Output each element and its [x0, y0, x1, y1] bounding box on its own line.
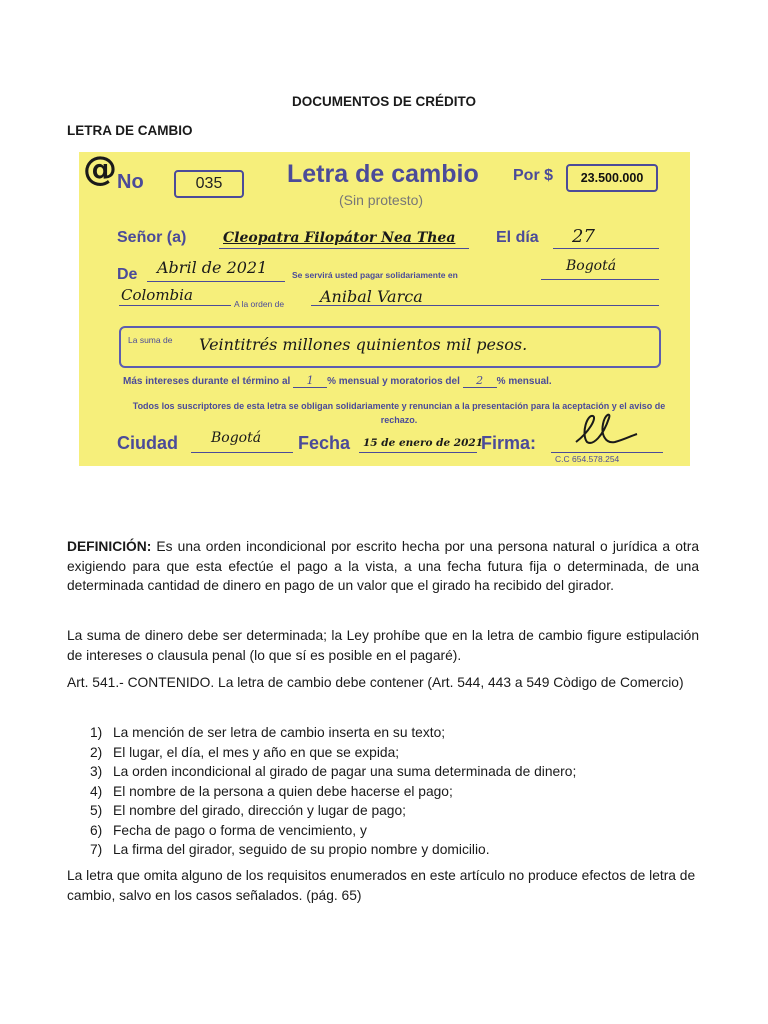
card-title: Letra de cambio — [287, 160, 479, 188]
city-value: Bogotá — [211, 430, 262, 446]
date-line — [359, 452, 477, 453]
amount-box: 23.500.000 — [566, 164, 658, 192]
list-item: 2) El lugar, el día, el mes y año en que se expida; — [90, 744, 400, 760]
at-sign-icon: @ — [83, 149, 117, 189]
interest-late-value: 2 — [463, 374, 497, 388]
drawee-value: Cleopatra Filopátor Nea Thea — [223, 230, 456, 246]
payment-country-line — [119, 305, 231, 306]
signature-label: Firma: — [481, 433, 537, 453]
card-subtitle: (Sin protesto) — [339, 192, 424, 208]
interest-part1: Más intereses durante el término al — [123, 376, 291, 387]
drawee-label: Señor (a) — [117, 229, 187, 246]
number-label: No — [117, 171, 144, 193]
list-item: 5) El nombre del girado, dirección y lugar de pago; — [90, 803, 406, 818]
payee-value: Anibal Varca — [320, 287, 423, 306]
definition-paragraph — [67, 537, 699, 596]
paragraph-omission-text: La letra que omita alguno de los requisitos enumerados en este artículo no produce efectos de letra de cambio, salvo en los casos señalados. (pág. 65) — [67, 868, 696, 903]
day-label: El día — [496, 229, 539, 246]
interest-monthly-value: 1 — [293, 374, 327, 388]
paragraph-article-text: Art. 541.- CONTENIDO. La letra de cambio debe contener (Art. 544, 443 a 549 Còdigo de Comercio) — [67, 675, 684, 690]
month-label: De — [117, 266, 138, 283]
number-box: 035 — [174, 170, 244, 198]
list-item: 6) Fecha de pago o forma de vencimiento, y — [90, 822, 367, 838]
payee-label: A la orden de — [234, 299, 285, 309]
interest-part2: % mensual y moratorios del — [327, 376, 460, 387]
paragraph-article — [67, 673, 699, 693]
sum-value: Veintitrés millones quinientos mil pesos. — [199, 335, 528, 354]
payment-city-value: Bogotá — [566, 258, 617, 274]
interest-text — [123, 374, 552, 388]
day-line — [553, 248, 659, 249]
list-item: 7) La firma del girador, seguido de su propio nombre y domicilio. — [90, 842, 490, 857]
id-number: C.C 654.578.254 — [555, 454, 620, 464]
month-line — [147, 281, 285, 282]
month-value: Abril de 2021 — [157, 258, 268, 277]
list-item: 3) La orden incondicional al girado de pagar una suma determinada de dinero; — [90, 764, 577, 779]
requirements-list — [67, 723, 707, 860]
handwritten-signature — [571, 410, 641, 450]
payment-country-value: Colombia — [121, 286, 193, 304]
pay-instruction: Se servirá usted pagar solidariamente en — [292, 270, 458, 280]
date-label: Fecha — [298, 433, 351, 453]
paragraph-sum-text: La suma de dinero debe ser determinada; la Ley prohíbe que en la letra de cambio figure estipulación de intereses o clausula penal (lo que sí es posible en el pagaré). — [67, 628, 699, 663]
paragraph-sum — [67, 626, 699, 665]
amount-label: Por $ — [513, 167, 554, 184]
page-title: DOCUMENTOS DE CRÉDITO — [291, 94, 477, 109]
sum-label: La suma de — [128, 335, 173, 345]
list-item: 1) La mención de ser letra de cambio inserta en su texto; — [90, 725, 446, 740]
list-item: 4) El nombre de la persona a quien debe hacerse el pago; — [90, 783, 453, 799]
date-value: 15 de enero de 2021 — [363, 437, 484, 449]
payment-city-line — [541, 279, 659, 280]
definition-label: DEFINICIÓN: — [67, 539, 152, 554]
signers-clause: Todos los suscriptores de esta letra se obligan solidariamente y renuncian a la presentación para la aceptación y el aviso de rechazo. — [132, 401, 666, 425]
definition-text: Es una orden incondicional por escrito hecha por una persona natural o jurídica a otra exigiendo para que esta efectúe el pago a la vista, a una fecha futura fija o determinada, de una determinada cantidad de dinero en pago de un valor que el girado ha recibido del girador. — [67, 539, 699, 593]
city-label: Ciudad — [117, 433, 178, 453]
bill-of-exchange-image — [79, 149, 690, 466]
signature-line — [551, 452, 663, 453]
city-line — [191, 452, 293, 453]
section-heading: LETRA DE CAMBIO — [67, 123, 193, 138]
paragraph-omission — [67, 866, 699, 905]
interest-part3: % mensual. — [496, 376, 552, 387]
drawee-line — [219, 248, 469, 249]
day-value: 27 — [572, 226, 595, 247]
